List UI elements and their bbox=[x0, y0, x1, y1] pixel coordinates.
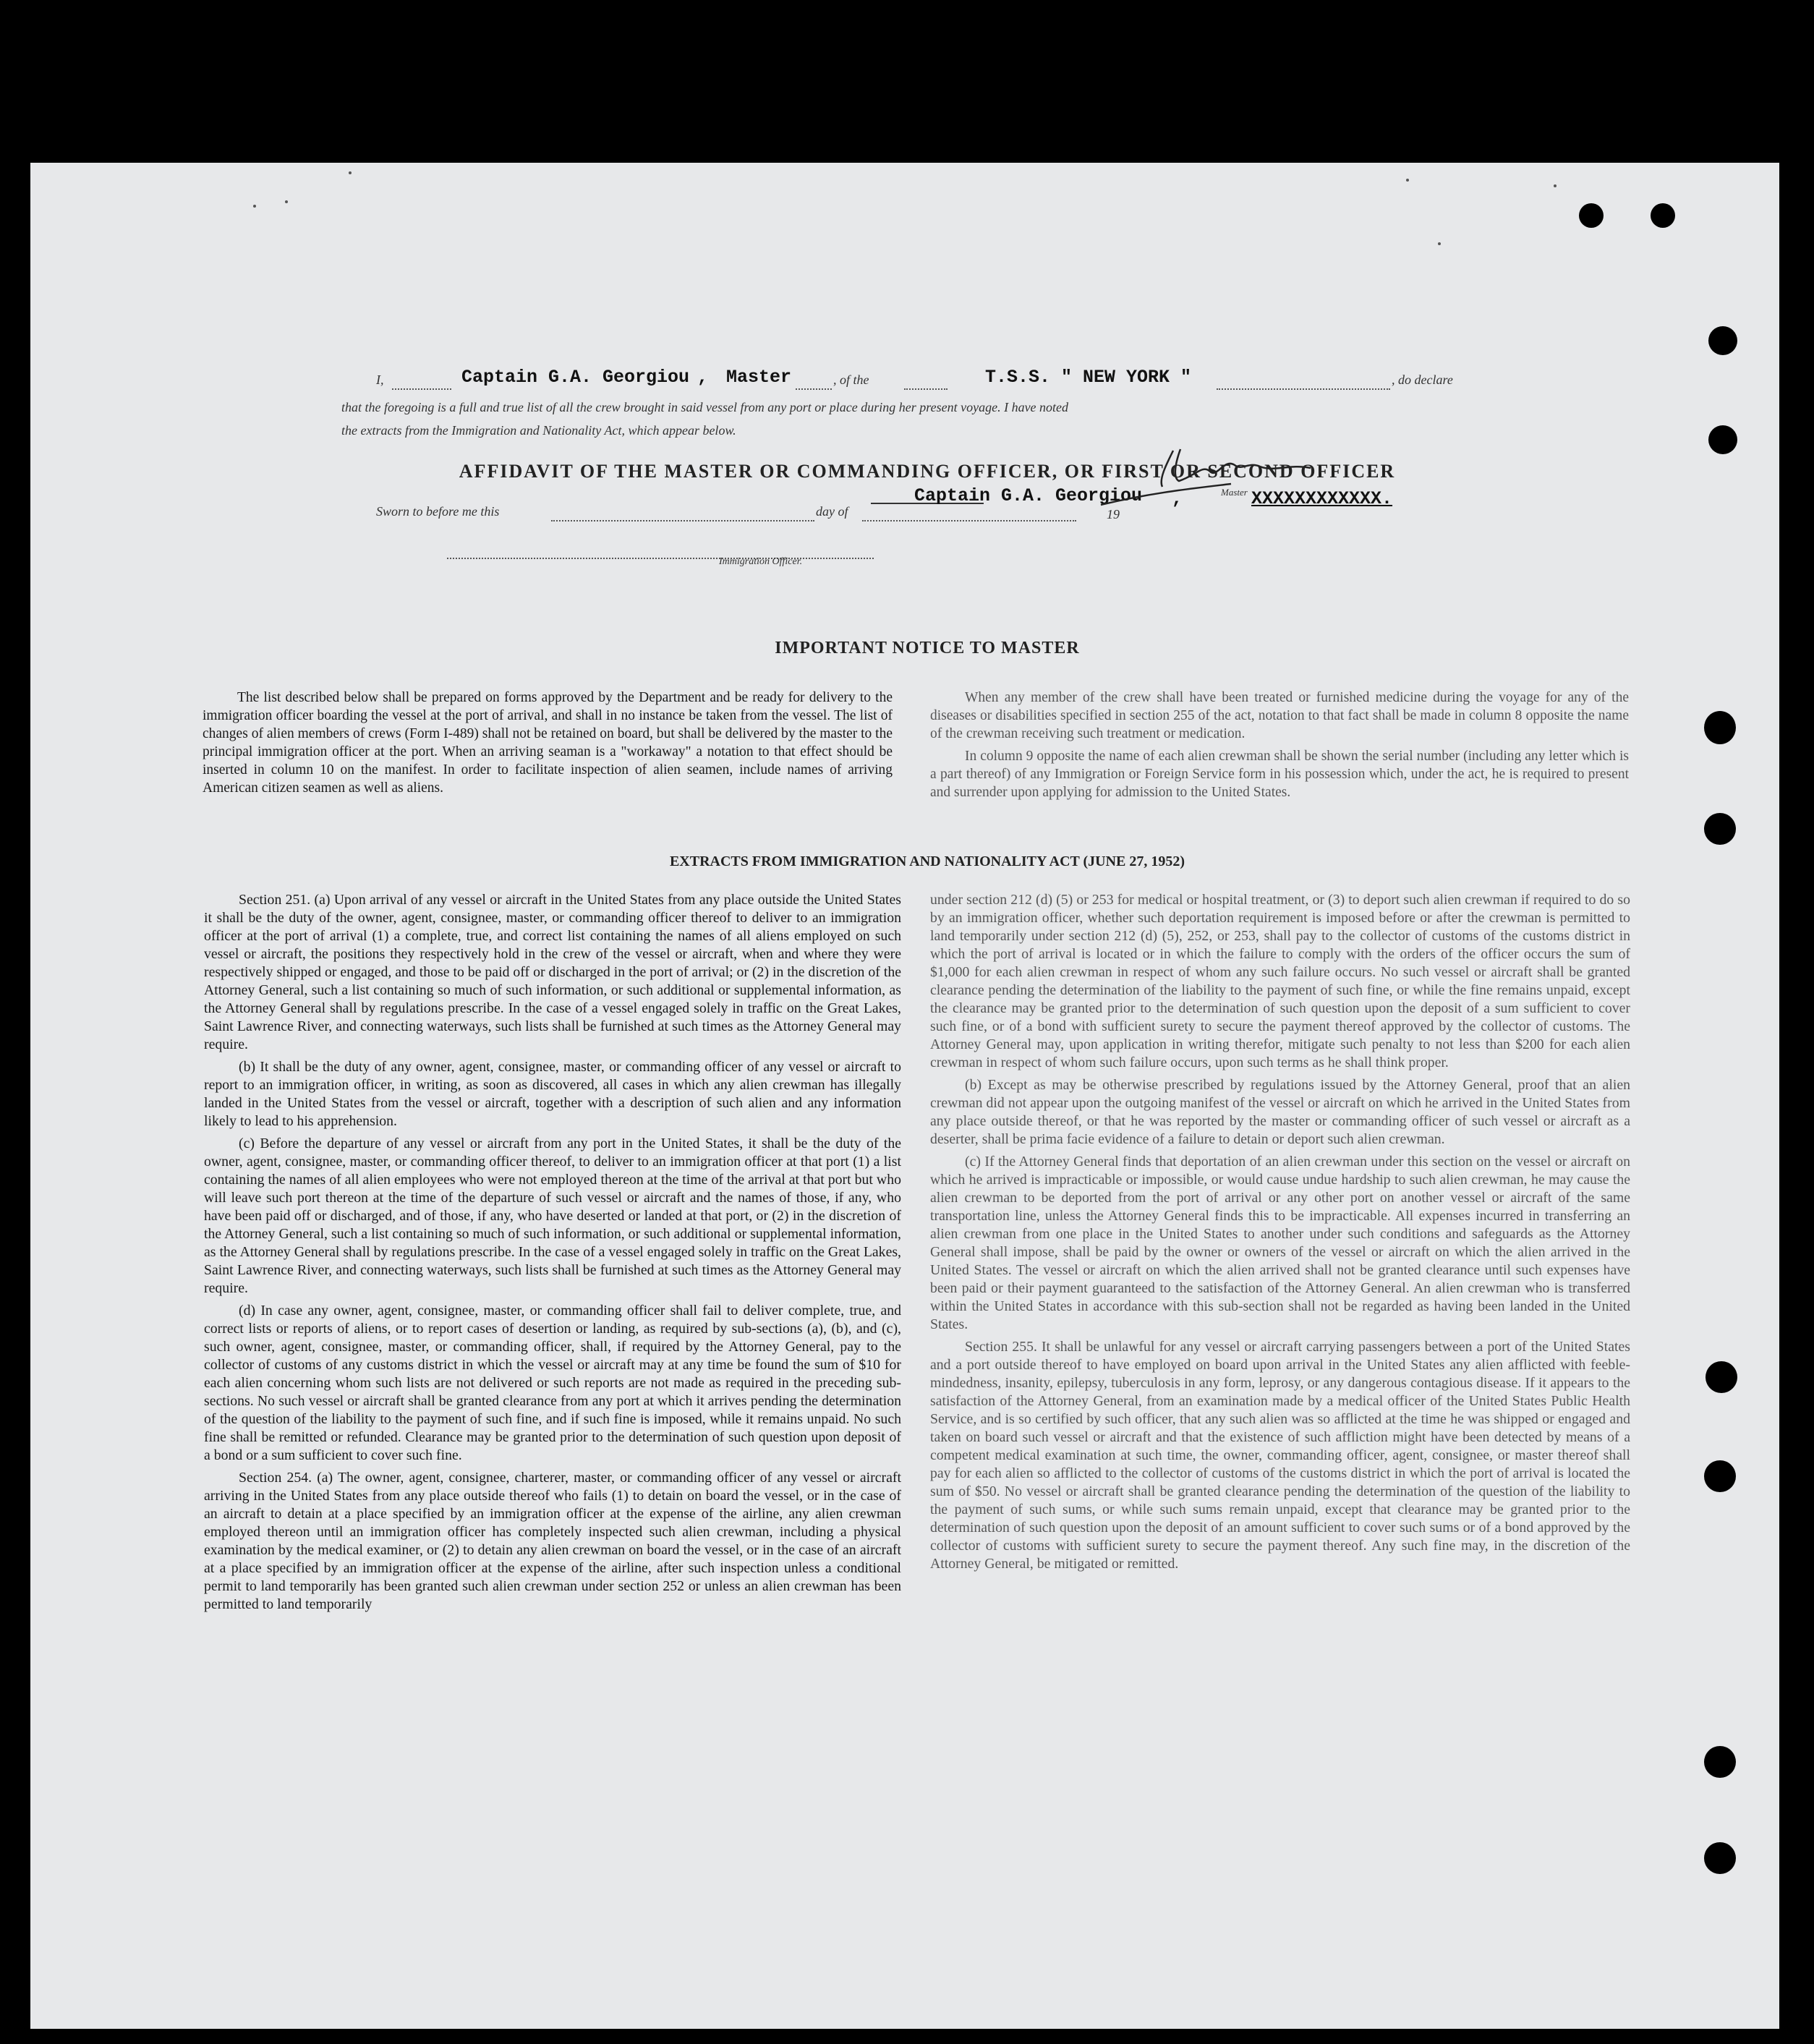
day-of-label: day of bbox=[816, 504, 848, 519]
binder-hole bbox=[1704, 1460, 1736, 1492]
notice-left-column bbox=[203, 689, 893, 801]
vessel-name: T.S.S. " NEW YORK " bbox=[985, 367, 1192, 388]
notice-left-paragraph: The list described below shall be prepared on forms approved by the Department and be ready for delivery to the immigration officer boarding the vessel at the port of arrival, and shall in no instance be taken from the vessel. The list of changes of alien members of crews (Form I-489) shall not be retained on board, but shall be delivered by the master to the principal immigration officer at the port. When an arriving seaman is a "workaway" a notation to that effect should be inserted in column 10 on the manifest. In order to facilitate inspection of alien seamen, include names of arriving American citizen seamen as well as aliens. bbox=[203, 690, 893, 796]
year-prefix: 19 bbox=[1107, 507, 1120, 521]
master-rank: Master bbox=[726, 367, 792, 388]
master-name: Captain G.A. Georgiou bbox=[461, 367, 690, 388]
extract-section-255: Section 255. It shall be unlawful for any vessel or aircraft carrying passengers between a port of the United States and a port outside thereof to have employed on board upon arrival in the United States any alien afflicted with feeble-mindedness, insanity, epilepsy, tuberculosis in any form, leprosy, or any dangerous contagious disease. If it appears to the satisfaction of the Attorney General, from an examination made by a medical officer of the United States Public Health Service, and is so certified by such officer, that any such alien was so afflicted at the time he was shipped or engaged and taken on board such vessel or aircraft and that the existence of such affliction might have been detected by means of a competent medical examination at such time, the owner, commanding officer, agent, consignee, or master thereof shall pay for each alien so afflicted to the collector of customs of the customs district in which the port of arrival is located the sum of $50. No vessel or aircraft shall be granted clearance pending the determination of the question of the liability to the payment of such sums, or while such sums remain unpaid, except that clearance may be granted prior to the determination of such question upon the deposit of an amount sufficient to cover such sums or of a bond approved by the collector of customs with sufficient surety to secure the payment thereof. Any such fine may, in the discretion of the Attorney General, be mitigated or remitted. bbox=[930, 1339, 1630, 1572]
extract-section-251b: (b) It shall be the duty of any owner, agent, consignee, master, or commanding officer of any vessel or aircraft to report to an immigration officer, in writing, as soon as discovered, all cases in which any alien crewman has illegally landed in the United States from the vessel or aircraft, together with a description of such alien and any information likely to lead to his apprehension. bbox=[204, 1059, 901, 1129]
binder-hole bbox=[1708, 425, 1737, 454]
binder-hole bbox=[1651, 203, 1675, 228]
declaration-line-2: that the foregoing is a full and true list of all the crew brought in said vessel from any port or place during her present voyage. I have noted bbox=[341, 400, 1069, 414]
extract-section-254b: (b) Except as may be otherwise prescribed by regulations issued by the Attorney General, proof that an alien crewman did not appear upon the outgoing manifest of the vessel or aircraft on which he arrived in the United States from any place outside thereof, or that he was reported by the master or commanding officer of such vessel or aircraft as a deserter, shall be prima facie evidence of a failure to detain or deport such alien crewman. bbox=[930, 1077, 1630, 1147]
notice-heading: IMPORTANT NOTICE TO MASTER bbox=[775, 639, 1080, 657]
binder-hole bbox=[1704, 1746, 1736, 1778]
struck-out-title: XXXXXXXXXXXX. bbox=[1251, 488, 1393, 509]
signature-typed-name: Captain G.A. Georgiou bbox=[914, 485, 1143, 506]
of-the-label: , of the bbox=[833, 372, 869, 387]
sworn-label: Sworn to before me this bbox=[376, 504, 500, 519]
extract-section-254a-continued: under section 212 (d) (5) or 253 for medical or hospital treatment, or (3) to deport such alien crewman if required to do so by an immigration officer, whether such deportation requirement is imposed before or after the crewman is permitted to land temporarily under section 212 (d) (5), 252, or 253, shall pay to the collector of customs of the customs district in which the port of arrival is located or in which the failure to comply with the orders of the officer occurs the sum of $1,000 for each alien crewman in respect of whom any such failure occurs. No such vessel or aircraft shall be granted clearance pending the determination of the liability to the payment of such fine, or while the fine remains unpaid, except the clearance may be granted prior to the determination of such question upon the deposit of a sum sufficient to cover such fine, or of a bond with sufficient surety to secure the payment thereof approved by the collector of customs. The Attorney General may, upon application in writing therefor, mitigate such penalty to not less than $200 for each alien crewman in respect of whom such failure occurs, upon such terms as he shall think proper. bbox=[930, 892, 1630, 1070]
master-label: Master bbox=[1221, 487, 1248, 498]
binder-hole bbox=[1706, 1361, 1737, 1393]
extract-section-251a: Section 251. (a) Upon arrival of any vessel or aircraft in the United States from any place outside the United States it shall be the duty of the owner, agent, consignee, master, or commanding officer thereof to deliver to an immigration officer at the port of arrival (1) a complete, true, and correct list containing the names of all aliens employed on such vessel or aircraft, the positions they respectively hold in the crew of the vessel or aircraft, when and where they were respectively shipped or engaged, and those to be paid off or discharged in the port of arrival; or (2) in the discretion of the Attorney General, such a list containing so much of such information, or such additional or supplemental information, as the Attorney General shall by regulations prescribe. In the case of a vessel engaged solely in traffic on the Great Lakes, Saint Lawrence River, and connecting waterways, such lists shall be furnished at such times as the Attorney General may require. bbox=[204, 892, 901, 1052]
binder-hole bbox=[1708, 326, 1737, 355]
do-declare-label: , do declare bbox=[1392, 372, 1453, 387]
notice-right-paragraph-2: In column 9 opposite the name of each alien crewman shall be shown the serial number (including any letter which is a part thereof) of any Immigration or Foreign Service form in his possession which, under the act, he is required to present and surrender upon applying for admission to the United States. bbox=[930, 749, 1629, 800]
extracts-left-column bbox=[204, 891, 901, 1618]
declaration-separator: , bbox=[697, 367, 709, 388]
binder-hole bbox=[1704, 711, 1736, 744]
declaration-i-label: I, bbox=[376, 372, 384, 387]
signature-separator: , bbox=[1172, 488, 1183, 509]
affidavit-title: AFFIDAVIT OF THE MASTER OR COMMANDING OFFICER, OR FIRST OR SECOND OFFICER bbox=[459, 461, 1396, 482]
binder-hole bbox=[1579, 203, 1604, 228]
document-page bbox=[30, 163, 1779, 2029]
extracts-heading: EXTRACTS FROM IMMIGRATION AND NATIONALITY ACT (JUNE 27, 1952) bbox=[669, 853, 1185, 869]
extract-section-254a: Section 254. (a) The owner, agent, consignee, charterer, master, or commanding officer of any vessel or aircraft arriving in the United States from any place outside thereof who fails (1) to detain on board the vessel, or in the case of an aircraft to detain at a place specified by an immigration officer at the expense of the airline, any alien crewman employed thereon until an immigration officer has completely inspected such alien crewman, including a physical examination by the medical examiner, or (2) to detain any alien crewman on board the vessel, or in the case of an aircraft at a place specified by an immigration officer at the expense of the airline, after such inspection unless a conditional permit to land temporarily has been granted such alien crewman under section 252 or unless an alien crewman has been permitted to land temporarily bbox=[204, 1470, 901, 1612]
immigration-officer-label: Immigration Officer. bbox=[719, 556, 803, 567]
declaration-line-3: the extracts from the Immigration and Nationality Act, which appear below. bbox=[341, 423, 736, 438]
binder-hole bbox=[1704, 1842, 1736, 1874]
handwritten-signature bbox=[1094, 436, 1332, 508]
extract-section-251c: (c) Before the departure of any vessel or aircraft from any port in the United States, it shall be the duty of the owner, agent, consignee, master, or commanding officer thereof, to deliver to an immigration officer at that port (1) a list containing the names of all alien employees who were not employed thereon at the time of the arrival at that port but who will leave such port thereon at the time of the departure of such vessel or aircraft and the names of those, if any, who have been paid off or discharged, and of those, if any, who have deserted or landed at that port, or (2) in the discretion of the Attorney General, such a list containing so much of such information, or such additional or supplemental information, as the Attorney General shall by regulations prescribe. In the case of a vessel engaged solely in traffic on the Great Lakes, Saint Lawrence River, and connecting waterways, such lists shall be furnished at such times as the Attorney General may require. bbox=[204, 1136, 901, 1296]
notice-right-paragraph-1: When any member of the crew shall have been treated or furnished medicine during the voyage for any of the diseases or disabilities specified in section 255 of the act, notation to that fact shall be made in column 8 opposite the name of the crewman receiving such treatment or medication. bbox=[930, 690, 1629, 741]
notice-right-column bbox=[930, 689, 1629, 806]
extract-section-251d: (d) In case any owner, agent, consignee, master, or commanding officer shall fail to deliver complete, true, and correct lists or reports of aliens, or to report cases of desertion or landing, as required by sub-sections (a), (b), and (c), such owner, agent, consignee, master, or commanding officer, shall, if required by the Attorney General, pay to the collector of customs of any customs district in which the vessel or aircraft may at any time be found the sum of $10 for each alien concerning whom such lists are not delivered or such reports are not made as required in the preceding sub-sections. No such vessel or aircraft shall be granted clearance from any port at which it arrives pending the determination of the question of the liability to the payment of such fine, and if such fine is imposed, while it remains unpaid. No such fine shall be remitted or refunded. Clearance may be granted prior to the determination of such question upon deposit of a bond or a sum sufficient to cover such fine. bbox=[204, 1303, 901, 1463]
extract-section-254c: (c) If the Attorney General finds that deportation of an alien crewman under this section on the vessel or aircraft on which he arrived is impracticable or impossible, or would cause undue hardship to such alien crewman, he may cause the alien crewman to be deported from the port of arrival or any other port on another vessel or aircraft of the same transportation line, unless the Attorney General finds this to be impracticable. All expenses incurred in transferring an alien crewman from one place in the United States to another under such conditions and safeguards as the Attorney General shall impose, shall be paid by the owner or owners of the vessel or aircraft on which the alien arrived in the United States. The vessel or aircraft on which the alien arrived shall not be granted clearance until such expenses have been paid or their payment guaranteed to the satisfaction of the Attorney General. An alien crewman who is transferred within the United States in accordance with this sub-section shall not be regarded as having been landed in the United States. bbox=[930, 1154, 1630, 1332]
extracts-right-column bbox=[930, 891, 1630, 1577]
binder-hole bbox=[1704, 813, 1736, 845]
